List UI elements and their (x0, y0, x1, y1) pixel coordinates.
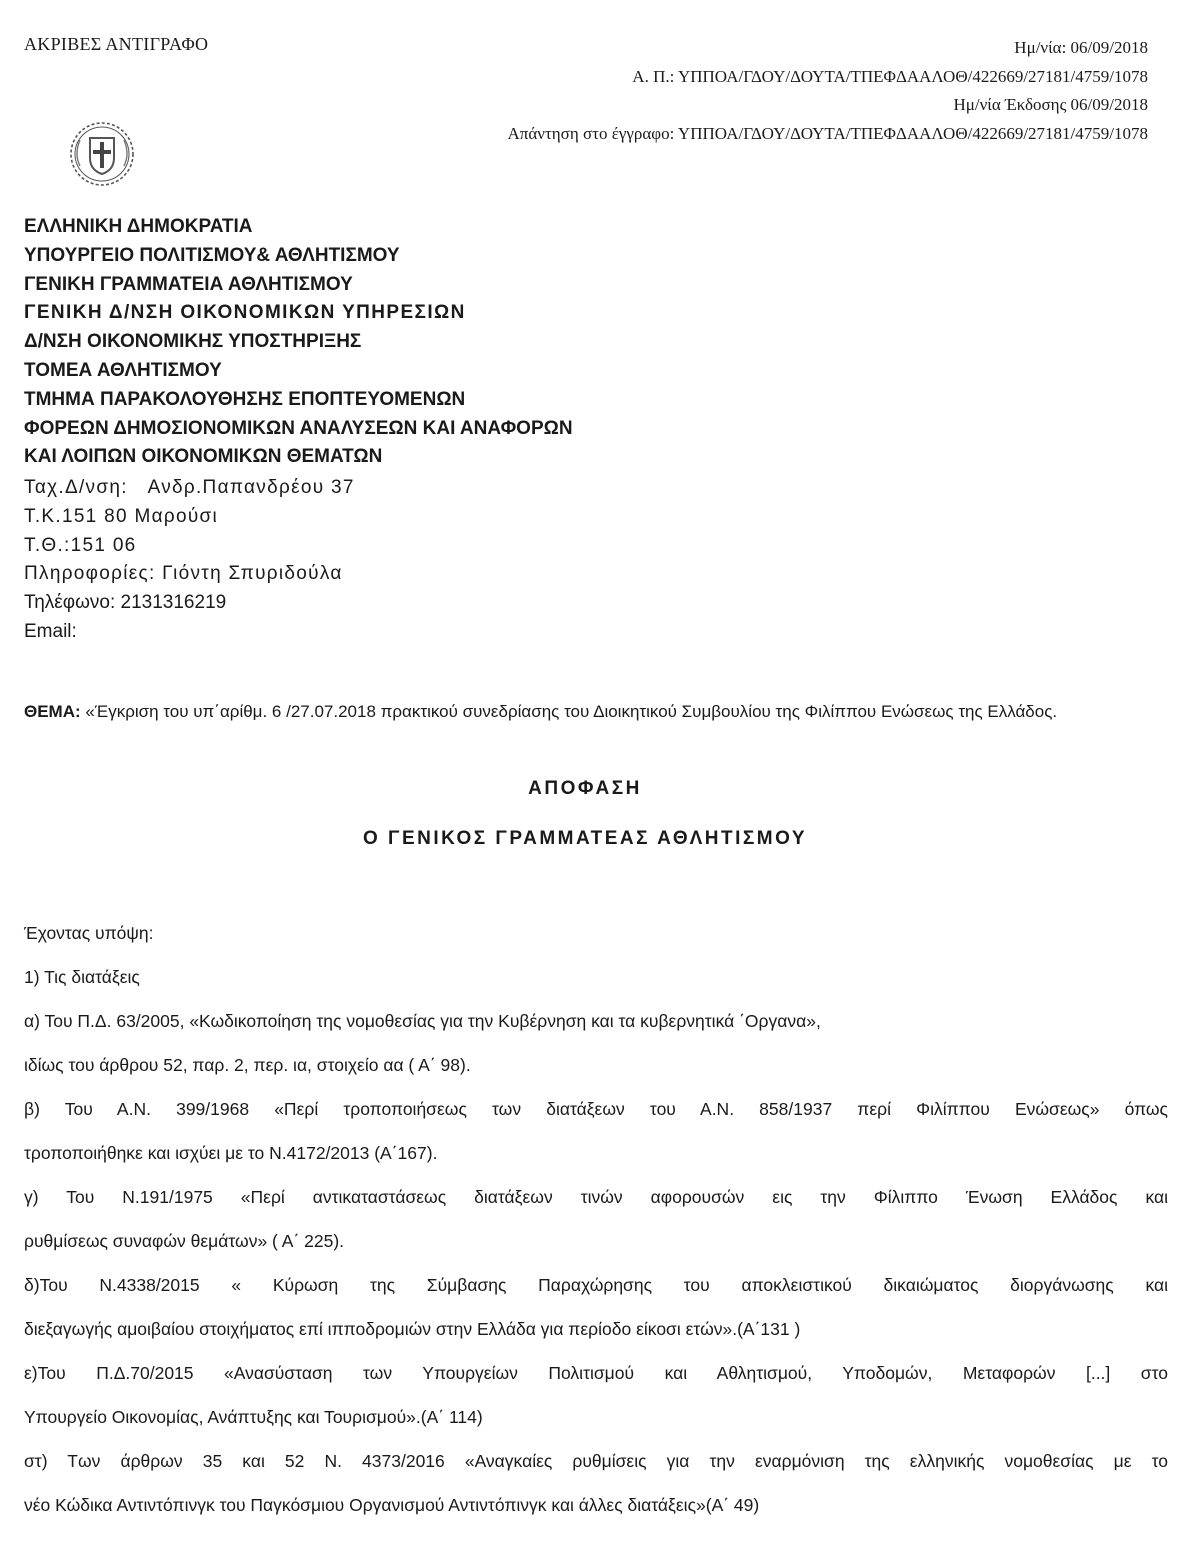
authority-line: ΚΑΙ ΛΟΙΠΩΝ ΟΙΚΟΝΟΜΙΚΩΝ ΘΕΜΑΤΩΝ (24, 446, 383, 468)
postal-code-line: Τ.Κ.151 80 Μαρούσι (24, 505, 219, 527)
copy-stamp: ΑΚΡΙΒΕΣ ΑΝΤΙΓΡΑΦΟ (24, 34, 209, 54)
reply-to-line: Απάντηση στο έγγραφο: ΥΠΠΟΑ/ΓΔΟΥ/ΔΟΥΤΑ/ΤΠΕΦΔΑΑΛΟΘ/422669/27181/4759/1078 (507, 123, 1148, 143)
decision-title: ΑΠΟΦΑΣΗ (528, 778, 642, 799)
provision-f-line-2: νέο Κώδικα Αντιντόπινγκ του Παγκόσμιου Οργανισμού Αντιντόπινγκ και άλλες διατάξεις»(Α΄ 49) (24, 1495, 760, 1515)
subject-paragraph (24, 690, 1154, 733)
contact-details (24, 474, 355, 647)
address-label: Ταχ.Δ/νση: (24, 477, 128, 498)
provisions-heading: 1) Τις διατάξεις (24, 967, 140, 987)
provision-b-line-1: β) Του Α.Ν. 399/1968 «Περί τροποποιήσεως των διατάξεων του Α.Ν. 858/1937 περί Φιλίππου Ενώσεως» όπως (24, 1099, 1168, 1119)
provision-e-line-2: Υπουργείο Οικονομίας, Ανάπτυξης και Τουρισμού».(Α΄ 114) (24, 1407, 483, 1427)
email-line: Email: (24, 620, 77, 642)
provision-b-line-2: τροποποιήθηκε και ισχύει με το Ν.4172/2013 (Α΄167). (24, 1143, 438, 1163)
issuing-authority (24, 213, 573, 472)
decision-subtitle: Ο ΓΕΝΙΚΟΣ ΓΡΑΜΜΑΤΕΑΣ ΑΘΛΗΤΙΣΜΟΥ (362, 828, 808, 849)
authority-line: ΓΕΝΙΚΗ Δ/ΝΣΗ ΟΙΚΟΝΟΜΙΚΩΝ ΥΠΗΡΕΣΙΩΝ (24, 302, 466, 324)
provision-c-line-2: ρυθμίσεως συναφών θεμάτων» ( Α΄ 225). (24, 1231, 345, 1251)
provision-a-line-1: α) Του Π.Δ. 63/2005, «Κωδικοποίηση της νομοθεσίας για την Κυβέρνηση και τα κυβερνητικά ΄Οργανα», (24, 1011, 821, 1031)
phone-line: Τηλέφωνο: 2131316219 (24, 592, 227, 614)
authority-line: ΓΕΝΙΚΗ ΓΡΑΜΜΑΤΕΙΑ ΑΘΛΗΤΙΣΜΟΥ (24, 273, 353, 295)
provision-d-line-1: δ)Του Ν.4338/2015 « Κύρωση της Σύμβασης Παραχώρησης του αποκλειστικού δικαιώματος διοργάνωσης και (24, 1275, 1168, 1295)
reference-block (508, 34, 1149, 148)
authority-line: Δ/ΝΣΗ ΟΙΚΟΝΟΜΙΚΗΣ ΥΠΟΣΤΗΡΙΞΗΣ (24, 331, 362, 353)
authority-line: ΤΟΜΕΑ ΑΘΛΗΤΙΣΜΟΥ (24, 359, 222, 381)
address-line (24, 474, 355, 503)
document-body (24, 921, 1168, 1537)
authority-line: ΦΟΡΕΩΝ ΔΗΜΟΣΙΟΝΟΜΙΚΩΝ ΑΝΑΛΥΣΕΩΝ ΚΑΙ ΑΝΑΦΟΡΩΝ (24, 417, 573, 439)
provision-a-line-2: ιδίως του άρθρου 52, παρ. 2, περ. ια, στοιχείο αα ( Α΄ 98). (24, 1055, 471, 1075)
information-line: Πληροφορίες: Γιόντη Σπυριδούλα (24, 563, 343, 585)
provision-f-line-1: στ) Των άρθρων 35 και 52 Ν. 4373/2016 «Αναγκαίες ρυθμίσεις για την εναρμόνιση της ελληνικής νομοθεσίας με το (24, 1451, 1168, 1471)
date-line: Ημ/νία: 06/09/2018 (1014, 38, 1148, 57)
intro-line: Έχοντας υπόψη: (24, 923, 154, 943)
authority-line: ΤΜΗΜΑ ΠΑΡΑΚΟΛΟΥΘΗΣΗΣ ΕΠΟΠΤΕΥΟΜΕΝΩΝ (24, 388, 466, 410)
provision-d-line-2: διεξαγωγής αμοιβαίου στοιχήματος επί ιπποδρομιών στην Ελλάδα για περίοδο είκοσι ετών».(Α΄131 ) (24, 1319, 801, 1339)
subject-text: «Έγκριση του υπ΄αρίθμ. 6 /27.07.2018 πρακτικού συνεδρίασης του Διοικητικού Συμβουλίου της Φιλίππου Ενώσεως της Ελλάδος. (85, 702, 1058, 721)
issue-date-line: Ημ/νία Έκδοσης 06/09/2018 (953, 95, 1148, 114)
provision-c-line-1: γ) Του Ν.191/1975 «Περί αντικαταστάσεως διατάξεων τινών αφορουσών εις την Φίλιππο Ένωση Ελλάδος και (24, 1187, 1168, 1207)
greek-coat-of-arms-icon (64, 116, 140, 192)
provision-e-line-1: ε)Του Π.Δ.70/2015 «Ανασύσταση των Υπουργείων Πολιτισμού και Αθλητισμού, Υποδομών, Μεταφορών [...] στο (24, 1363, 1168, 1383)
authority-line: ΕΛΛΗΝΙΚΗ ΔΗΜΟΚΡΑΤΙΑ (24, 216, 253, 237)
po-box-line: Τ.Θ.:151 06 (24, 534, 137, 556)
protocol-number: Α. Π.: ΥΠΠΟΑ/ΓΔΟΥ/ΔΟΥΤΑ/ΤΠΕΦΔΑΑΛΟΘ/422669/27181/4759/1078 (632, 66, 1148, 86)
address-value: Ανδρ.Παπανδρέου 37 (147, 477, 355, 498)
authority-line: ΥΠΟΥΡΓΕΙΟ ΠΟΛΙΤΙΣΜΟΥ& ΑΘΛΗΤΙΣΜΟΥ (24, 244, 400, 266)
subject-label: ΘΕΜΑ: (24, 702, 81, 721)
